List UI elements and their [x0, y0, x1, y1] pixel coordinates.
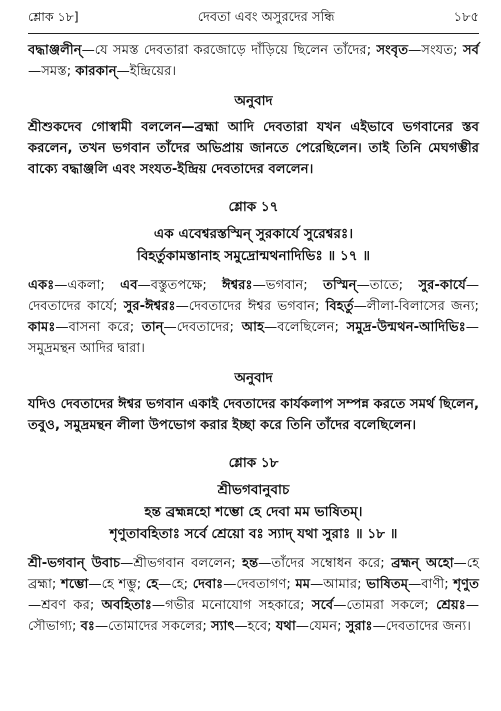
word-meanings-17: [28, 275, 479, 359]
sanskrit-word: সর্বে: [311, 598, 334, 613]
sanskrit-word: স্যাৎ: [211, 619, 235, 634]
sanskrit-word: বদ্ধাঞ্জলীন্: [28, 43, 82, 58]
translation-16: শ্রীশুকদেব গোস্বামী বললেন—ব্রহ্মা আদি দেবতারা যখন এইভাবে ভগবানের স্তব করলেন, তখন ভগবান তাঁদের অভিপ্রায় জানতে পেরেছিলেন। তাই তিনি মেঘগম্ভীর বাক্যে বদ্ধাঞ্জলি এবং সংযত-ইন্দ্রিয় দেবতাদের বললেন।: [28, 120, 479, 177]
sanskrit-word: তান্: [141, 320, 164, 335]
word-meaning: —বলেছিলেন;: [264, 320, 347, 335]
word-meaning: —যে সমস্ত দেবতারা করজোড়ে দাঁড়িয়ে ছিলেন তাঁদের;: [81, 43, 377, 58]
word-meaning: —সমস্ত;: [28, 64, 76, 79]
verse-17-line-2: বিহর্তুকামস্তানাহ সমুদ্রোন্মথনাদিভিঃ ॥ ১৭ ॥: [136, 248, 371, 264]
sanskrit-word: কারকান্: [75, 64, 117, 79]
word-meaning: —দেবতাদের কার্যে;: [28, 278, 480, 314]
translation-heading: অনুবাদ: [234, 93, 273, 109]
sanskrit-word: শ্রী-ভগবান্ উবাচ: [28, 556, 121, 571]
word-meaning: —হে শম্ভু;: [88, 577, 146, 592]
word-meaning: —তোমরা সকলে;: [333, 598, 437, 613]
sanskrit-word: সর্ব: [462, 43, 479, 58]
word-meanings-16-end: [28, 40, 479, 82]
sanskrit-word: হে: [145, 577, 159, 592]
word-meaning: —বাসনা করে;: [55, 320, 142, 335]
running-header: [28, 8, 479, 34]
word-meaning: —বস্তুতপক্ষে;: [137, 278, 223, 293]
word-meaning: —দেবতাদের ঈশ্বর ভগবান;: [175, 299, 326, 314]
sanskrit-word: বঃ: [80, 619, 95, 634]
verse-18-line-1: হন্ত ব্রহ্মন্নহো শম্ভো হে দেবা মম ভাষিতম্।: [144, 504, 363, 520]
header-verse-ref: শ্লোক ১৮]: [28, 9, 79, 24]
sanskrit-word: যথা: [275, 619, 296, 634]
sanskrit-word: শম্ভো: [61, 577, 89, 592]
word-meaning: —আমার;: [310, 577, 367, 592]
word-meaning: —গভীর মনোযোগ সহকারে;: [151, 598, 312, 613]
header-chapter-title: দেবতা এবং অসুরদের সন্ধি: [197, 10, 335, 25]
word-meaning: —সৌভাগ্য;: [28, 598, 479, 634]
verse-heading-17: শ্লোক ১৭: [228, 199, 279, 215]
sanskrit-word: তস্মিন্: [323, 278, 357, 293]
word-meaning: —যেমন;: [295, 619, 346, 634]
sanskrit-word: সুর-কার্যে: [418, 278, 466, 293]
sanskrit-word: ঈশ্বরঃ: [222, 278, 253, 293]
sanskrit-word: আহ: [241, 320, 265, 335]
word-meaning: —একলা;: [54, 278, 121, 293]
word-meaning: —তোমাদের সকলের;: [94, 619, 211, 634]
translation-17: যদিও দেবতাদের ঈশ্বর ভগবান একাই দেবতাদের কার্যকলাপ সম্পন্ন করতে সমর্থ ছিলেন, তবুও, সমুদ্রমন্থন লীলা উপভোগ করার ইচ্ছা করে তিনি তাঁদের বলেছিলেন।: [28, 397, 479, 433]
sanskrit-word: সংবৃত: [376, 43, 409, 58]
sanskrit-word: কামঃ: [28, 320, 56, 335]
word-meaning: —দেবতাদের;: [163, 320, 242, 335]
sanskrit-word: সুরাঃ: [345, 619, 373, 634]
word-meaning: —তাতে;: [356, 278, 419, 293]
word-meaning: —তাঁদের সম্বোধন করে;: [258, 556, 392, 571]
sanskrit-word: শ্রেয়ঃ: [436, 598, 466, 613]
word-meaning: —শ্রবণ কর;: [28, 598, 102, 613]
word-meaning: —ইন্দ্রিয়ের।: [116, 64, 177, 79]
sanskrit-word: হন্ত: [242, 556, 259, 571]
sanskrit-word: বিহর্তু: [325, 299, 354, 314]
translation-heading: অনুবাদ: [234, 370, 273, 386]
word-meaning: —বাণী;: [408, 577, 454, 592]
verse-heading-18: শ্লোক ১৮: [228, 455, 279, 471]
sanskrit-word: অবহিতাঃ: [101, 598, 152, 613]
verse-18-speaker: শ্রীভগবানুবাচ: [217, 482, 290, 498]
word-meaning: —দেবতাগণ;: [223, 577, 296, 592]
word-meaning: —লীলা-বিলাসের জন্য;: [353, 299, 479, 314]
word-meaning: —সমুদ্রমন্থন আদির দ্বারা।: [28, 320, 479, 356]
word-meaning: —দেবতাদের জন্য।: [372, 619, 471, 634]
verse-17-line-1: এক এবেশ্বরস্তস্মিন্ সুরকার্যে সুরেশ্বরঃ।: [153, 226, 354, 242]
sanskrit-word: একঃ: [28, 278, 55, 293]
sanskrit-word: সুর-ঈশ্বরঃ: [123, 299, 176, 314]
header-page-number: ১৮৫: [453, 10, 479, 25]
sanskrit-word: সমুদ্র-উন্মথন-আদিভিঃ: [346, 320, 466, 335]
word-meaning: —হে;: [158, 577, 193, 592]
word-meaning: —শ্রীভগবান বললেন;: [120, 556, 243, 571]
word-meanings-18: [28, 553, 479, 637]
sanskrit-word: শৃণুত: [453, 577, 479, 592]
sanskrit-word: মম: [295, 577, 311, 592]
verse-18-line-2: শৃণুতাবহিতাঃ সর্বে শ্রেয়ো বঃ স্যাদ্ যথা সুরাঃ ॥ ১৮ ॥: [109, 526, 398, 542]
sanskrit-word: ভাষিতম্: [366, 577, 409, 592]
word-meaning: —সংযত;: [408, 43, 463, 58]
word-meaning: —ভগবান;: [252, 278, 324, 293]
sanskrit-word: ব্রহ্মন্ অহো: [391, 556, 454, 571]
sanskrit-word: এব: [120, 278, 138, 293]
sanskrit-word: দেবাঃ: [192, 577, 224, 592]
word-meaning: —হবে;: [234, 619, 276, 634]
word-meaning: —হে ব্রহ্মা;: [28, 556, 479, 592]
